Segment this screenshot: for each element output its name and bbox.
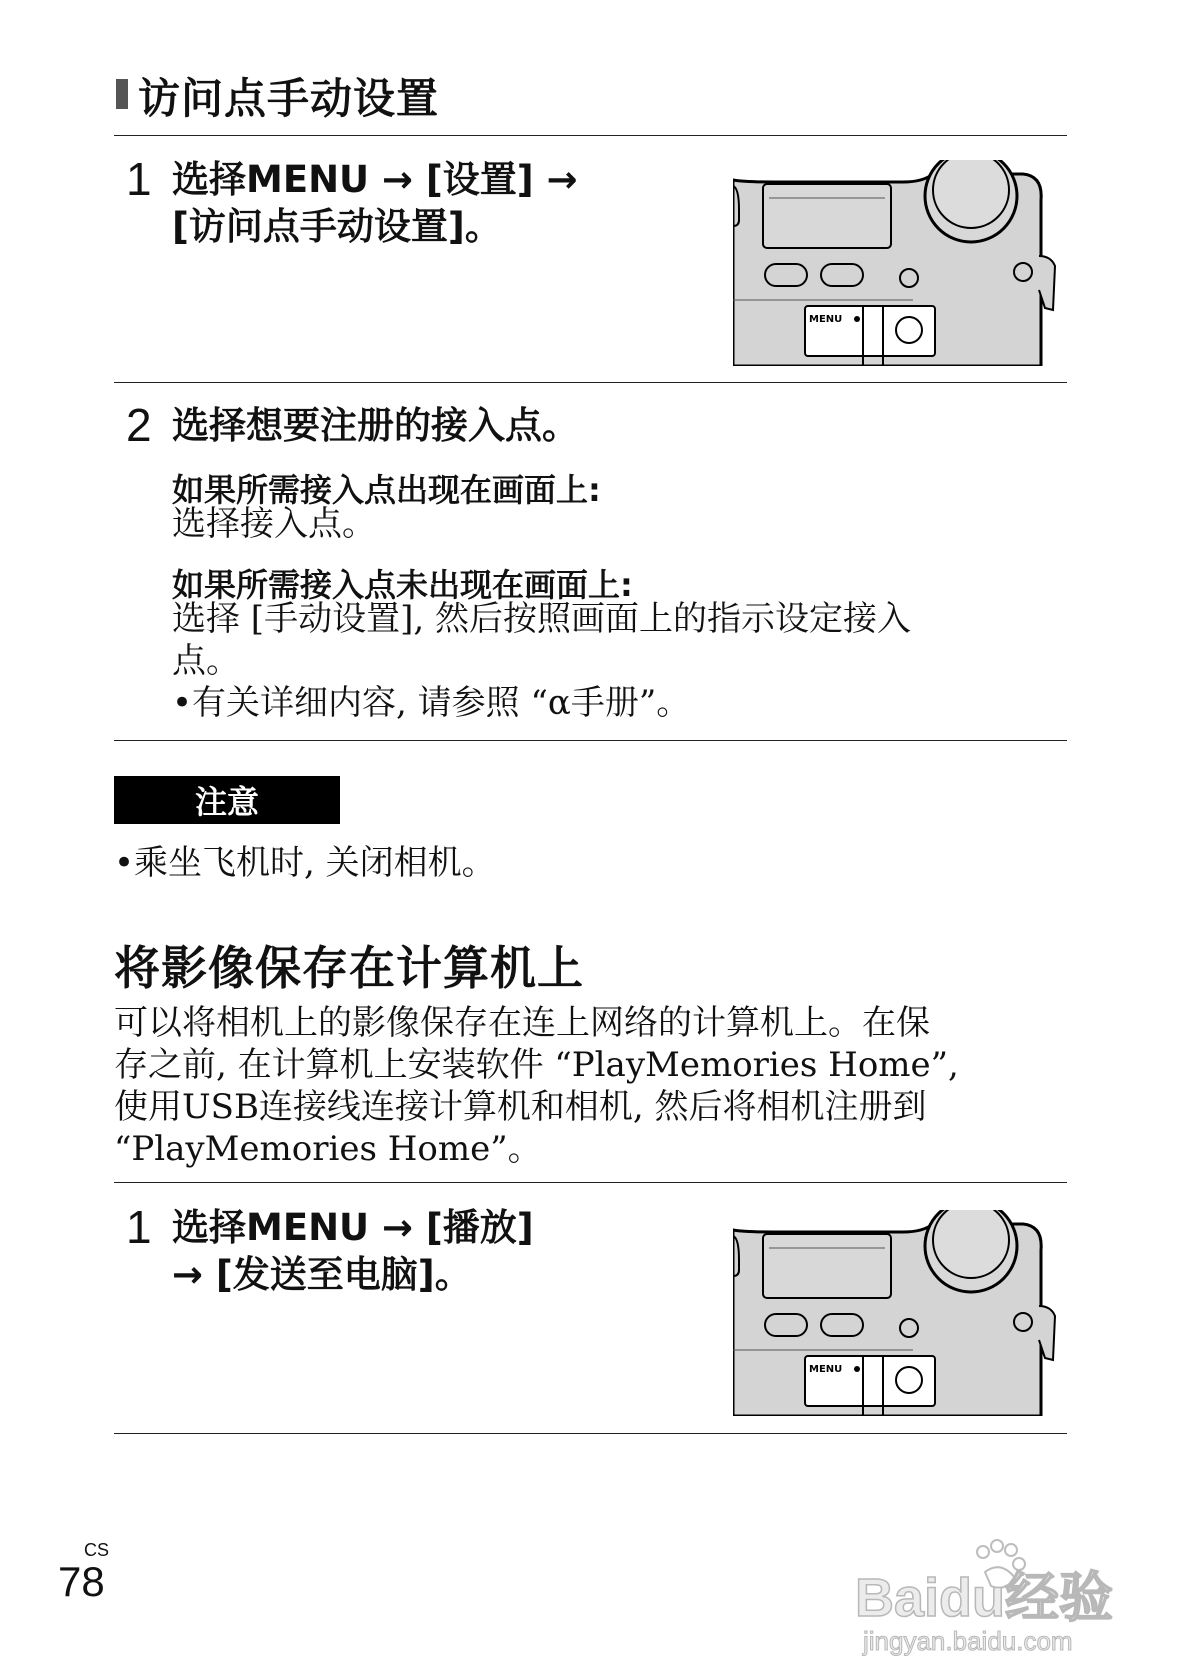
condition-heading: 如果所需接入点未出现在画面上: [172,566,633,604]
divider [114,740,1067,741]
condition-heading: 如果所需接入点出现在画面上: [172,471,601,509]
step-instruction-line: → [发送至电脑]。 [172,1253,472,1296]
divider [114,1433,1067,1434]
divider [114,382,1067,383]
menu-button-label: MENU [809,1364,843,1375]
reference-bullet: •有关详细内容, 请参照 “α手册”。 [172,683,691,723]
section-marker [116,79,128,109]
camera-menu-button-illustration [733,1210,1063,1416]
watermark-brand: Baidu经验 [855,1568,1114,1628]
divider [114,135,1067,136]
step-instruction: 选择想要注册的接入点。 [172,404,579,447]
paragraph-line: 使用USB连接线连接计算机和相机, 然后将相机注册到 [114,1087,927,1127]
camera-menu-button-illustration [733,160,1063,366]
divider [114,1182,1067,1183]
step-number: 1 [126,1201,152,1253]
baidu-watermark [855,1538,1145,1658]
step-instruction: 选择MENU → [设置] → [访问点手动设置]。 [172,158,578,248]
paragraph-line: 可以将相机上的影像保存在连上网络的计算机上。在保 [114,1003,930,1043]
section-title: 访问点手动设置 [138,74,440,123]
menu-button-label: MENU [809,314,843,325]
page-number: 78 [58,1558,105,1605]
language-code: CS [84,1540,110,1560]
step-number: 2 [126,399,152,451]
paragraph-line: 存之前, 在计算机上安装软件 “PlayMemories Home”, [114,1045,959,1085]
paragraph-line: “PlayMemories Home”。 [114,1129,542,1169]
section-heading: 将影像保存在计算机上 [114,941,584,995]
watermark-url: jingyan.baidu.com [863,1626,1073,1656]
condition-body-line: 选择 [手动设置], 然后按照画面上的指示设定接入 [172,599,911,639]
step-instruction-line: 选择MENU → [播放] [172,1206,534,1249]
step-number: 1 [126,153,152,205]
condition-body-line: 点。 [172,641,240,681]
note-label: 注意 [114,776,340,824]
note-bullet: •乘坐飞机时, 关闭相机。 [114,843,496,883]
condition-body: 选择接入点。 [172,504,376,544]
